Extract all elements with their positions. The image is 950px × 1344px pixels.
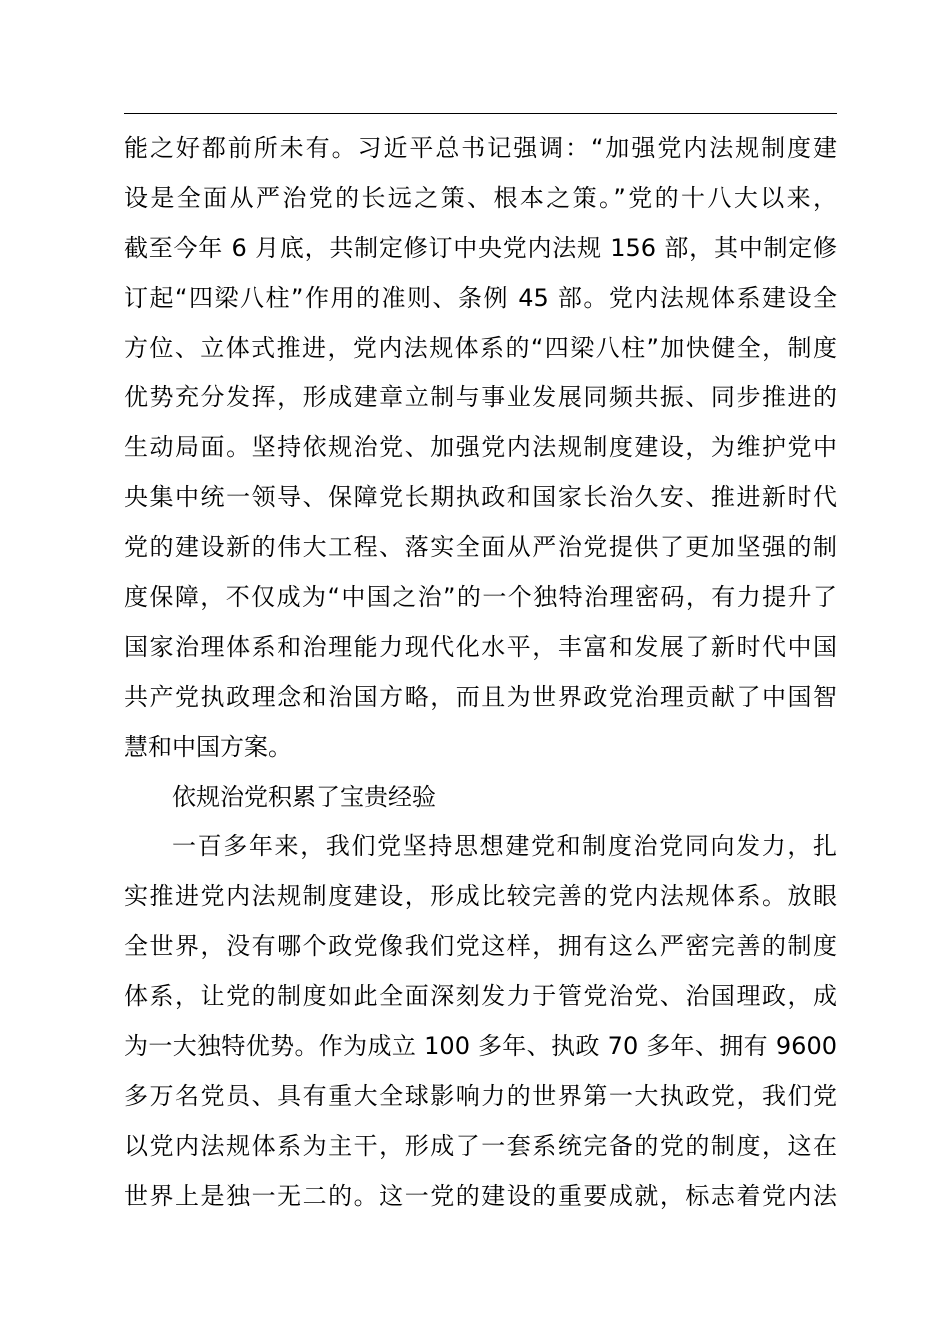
header-rule: [124, 113, 837, 114]
section-heading: 依规治党积累了宝贵经验: [172, 782, 436, 811]
paragraph-line: 实推进党内法规制度建设，形成比较完善的党内法规体系。放眼: [124, 882, 837, 911]
paragraph-line: 多万名党员、具有重大全球影响力的世界第一大执政党，我们党: [124, 1081, 837, 1110]
paragraph-line: 截至今年 6 月底，共制定修订中央党内法规 156 部，其中制定修: [124, 233, 837, 262]
paragraph-line: 能之好都前所未有。习近平总书记强调：“加强党内法规制度建: [124, 134, 837, 162]
body-text: [124, 124, 837, 1222]
paragraph-line: 生动局面。坚持依规治党、加强党内法规制度建设，为维护党中: [124, 433, 837, 462]
paragraph-line: 为一大独特优势。作为成立 100 多年、执政 70 多年、拥有 9600: [124, 1032, 837, 1061]
paragraph-line: 国家治理体系和治理能力现代化水平，丰富和发展了新时代中国: [124, 632, 837, 661]
paragraph-line: 方位、立体式推进，党内法规体系的“四梁八柱”加快健全，制度: [124, 333, 837, 362]
paragraph-line: 优势充分发挥，形成建章立制与事业发展同频共振、同步推进的: [124, 383, 837, 412]
paragraph-line: 设是全面从严治党的长远之策、根本之策。”党的十八大以来，: [124, 183, 837, 212]
paragraph-line: 央集中统一领导、保障党长期执政和国家长治久安、推进新时代: [124, 483, 837, 512]
paragraph-line: 全世界，没有哪个政党像我们党这样，拥有这么严密完善的制度: [124, 932, 837, 961]
paragraph-line: 党的建设新的伟大工程、落实全面从严治党提供了更加坚强的制: [124, 533, 837, 562]
paragraph-line: 度保障，不仅成为“中国之治”的一个独特治理密码，有力提升了: [124, 583, 837, 612]
paragraph-line: 共产党执政理念和治国方略，而且为世界政党治理贡献了中国智: [124, 682, 837, 711]
paragraph-line: 以党内法规体系为主干，形成了一套系统完备的党的制度，这在: [124, 1131, 837, 1160]
paragraph-line: 世界上是独一无二的。这一党的建设的重要成就，标志着党内法: [124, 1181, 837, 1210]
paragraph-line: 慧和中国方案。: [124, 732, 292, 761]
paragraph-line: 订起“四梁八柱”作用的准则、条例 45 部。党内法规体系建设全: [124, 283, 837, 312]
paragraph-line: 一百多年来，我们党坚持思想建党和制度治党同向发力，扎: [172, 832, 837, 861]
paragraph-line: 体系，让党的制度如此全面深刻发力于管党治党、治国理政，成: [124, 982, 837, 1011]
